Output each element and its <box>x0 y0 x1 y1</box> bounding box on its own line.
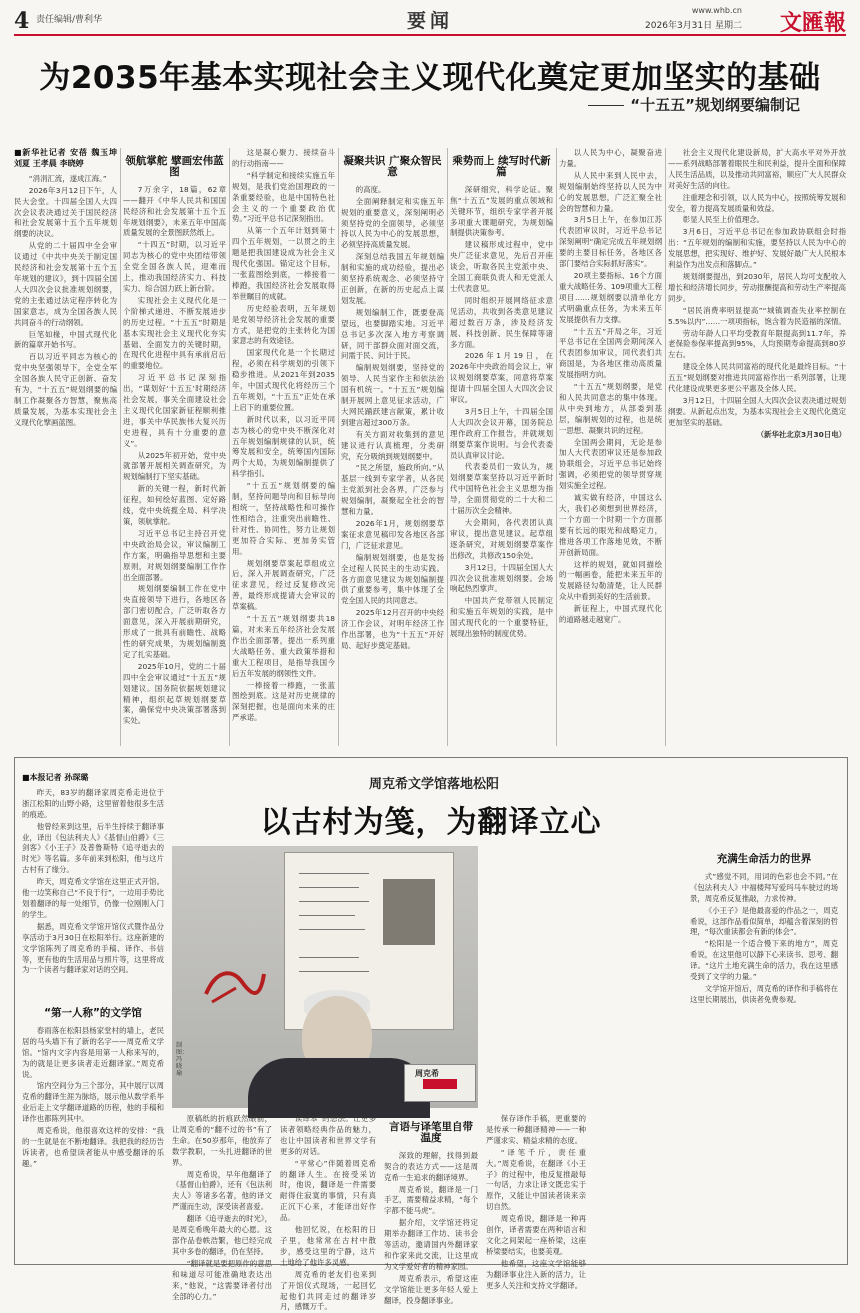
editor-credit: 责任编辑/曹利华 <box>36 15 103 25</box>
section-title: 要闻 <box>406 10 453 32</box>
paragraph: 读译本”的想法。让更多读者领略经典作品的魅力，也让中国读者和世界文学有更多的对话。 <box>280 1114 376 1156</box>
paragraph: 周克希说，他很喜欢这样的安排：“我的一生就是在不断地翻译。我把我的经历告诉读者，也希望读者能从中感受翻译的乐趣。” <box>22 1126 164 1168</box>
paragraph: 规划编制工作，既要登高望远，也要脚踏实地。习近平总书记多次深入地方考察调研，同干部群众面对面交流，问需于民、问计于民。 <box>341 307 444 361</box>
subhead-text: “十五五”规划纲要编制记 <box>630 96 800 114</box>
paragraph: 昨天，周克希文学馆在这里正式开馆。他一边笑称自己“不良于行”，一边用手势比划着翻译的每一处细节，仍像一位刚刚入门的学生。 <box>22 877 164 919</box>
paragraph: 诚实做有经济，中国这么大，我们必须想到世界经济，一个方面一个时期一个方面都要有长远的眼光和战略定力，推进各项工作落地见效，不断开创新局面。 <box>559 493 662 557</box>
feature-column-7 <box>690 846 838 1253</box>
paragraph: 习近平总书记深刻指出，“谋划好‘十五五’时期经济社会发展，事关全面建设社会主义现代化国家新征程顺利推进，事关中华民族伟大复兴历史进程，具有十分重要的意义”。 <box>123 373 226 448</box>
paragraph: 深致的理解，找得到最契合的表达方式——这是周克希一生追求的翻译境界。 <box>384 1150 478 1182</box>
paragraph: 式”感觉不同，用词的色彩也会不同。”在《包法利夫人》中福楼拜写爱玛马车驶过的场景，周克希反复推敲，力求传神。 <box>690 871 838 903</box>
feature-column-1 <box>22 773 164 995</box>
paragraph: 规划纲要草案起草组成立后，深入开展调查研究，广泛征求意见，经过反复修改完善，最终形成提请大会审议的草案稿。 <box>232 558 335 612</box>
feature-kicker: 周克希文学馆落地松阳 <box>368 777 499 792</box>
paragraph: “涓涓汇流，遂成江海。” <box>28 173 107 183</box>
paragraph: 新时代以来，以习近平同志为核心的党中央不断深化对五年规划编制规律的认识，统筹发展和安全，统筹国内国际两个大局，为规划编制提供了科学指引。 <box>232 414 335 479</box>
paragraph: 2025年10月，党的二十届四中全会审议通过“十五五”规划建议。国务院依据规划建议精神，组织起草规划纲要草案，确保党中央决策部署落到实处。 <box>123 661 226 726</box>
feature-title: 以古村为笺，为翻译立心 <box>260 805 602 840</box>
paragraph: 彰显人民至上价值理念。 <box>682 215 765 225</box>
column-rule <box>338 148 339 746</box>
paragraph: “十五五”规划纲要共18篇，对未来五年经济社会发展作出全面部署，提出一系列重大战略任务、重大政策举措和重大工程项目，是指导我国今后五年发展的纲领性文件。 <box>232 614 335 678</box>
subhead-dash <box>588 105 624 106</box>
paragraph: 一棒接着一棒跑，一张蓝图绘到底。这是对历史规律的深刻把握，也是面向未来的庄严承诺。 <box>232 680 335 723</box>
paragraph: 百以习近平同志为核心的党中央坚强领导下，全党全军全国各族人民守正创新、奋发有为，“十五五”规划纲要的编制工作凝聚各方智慧，聚焦高质量发展，为基本实现社会主义现代化擘画蓝图。 <box>14 352 117 427</box>
paragraph: 从党的二十届四中全会审议通过《中共中央关于制定国民经济和社会发展第十五个五年规划的建议》，到十四届全国人大四次会议批准规划纲要，党的主张通过法定程序转化为国家意志，成为全国各族人民共同奋斗的行动纲领。 <box>14 241 117 327</box>
section-subheading: 言语与译笔里自带温度 <box>389 1121 473 1144</box>
section-subheading: 充满生命活力的世界 <box>716 853 812 865</box>
section-subheading: 乘势而上 续写时代新篇 <box>452 155 551 178</box>
paragraph: 2026年1月19日，在2026年中央政治局会议上，审议规划纲要草案，同意将草案提请十四届全国人大四次会议审议。 <box>450 351 553 405</box>
masthead-rule <box>14 34 846 36</box>
plaque-redbar <box>423 1079 457 1089</box>
paragraph: 同时组织开展网络征求意见活动，共收到各类意见建议超过数百万条，涉及经济发展、科技创新、民生保障等诸多方面。 <box>450 295 553 349</box>
dateline-note: （新华社北京3月30日电） <box>756 429 846 439</box>
website: www.whb.cn <box>691 6 742 15</box>
column-rule <box>229 148 230 746</box>
paragraph: 2026年3月12日下午，人民大会堂。十四届全国人大四次会议表决通过关于国民经济和社会发展第十五个五年规划纲要的决议。 <box>14 185 117 239</box>
paragraph: 据悉，周克希文学馆开馆仪式暨作品分享活动于3月30日在松阳举行。这座新建的文学馆陈列了周克希的手稿、译作、书信等，更有他的生活用品与照片等，这里将成为一个读者与翻译家对话的空间。 <box>22 921 164 975</box>
paragraph: 国家现代化是一个长期过程，必须在科学规划的引领下稳步推进。从2021年到2035年，中国式现代化将经历三个五年规划，“十五五”正处在承上启下的重要位置。 <box>232 348 335 412</box>
paragraph: 周克希说，早年他翻译了《基督山伯爵》，还有《包法利夫人》等诸多名著，他的译文严谨而生动，深受读者喜爱。 <box>172 1169 272 1212</box>
paragraph: “翻译就是要把原作的意思和味道尽可能准确地表达出来，”他说，“这需要译者付出全部的心力。” <box>172 1258 272 1301</box>
paragraph: 这是凝心聚力、接续奋斗的行动指南—— <box>232 148 335 168</box>
column-rule <box>665 148 666 746</box>
section-subheading: “第一人称”的文学馆 <box>44 1007 142 1019</box>
paragraph: “十四五”时期，以习近平同志为核心的党中央团结带领全党全国各族人民，迎难而上，推动我国经济实力、科技实力、综合国力跃上新台阶。 <box>123 240 226 293</box>
column-rule <box>120 148 121 746</box>
issue-date: 2026年3月31日 星期二 <box>645 21 742 31</box>
paragraph: 从第一个五年计划到第十四个五年规划，一以贯之的主题是把我国建设成为社会主义现代化强国。锚定这个目标，一张蓝图绘到底，一棒接着一棒跑，我国经济社会发展取得举世瞩目的成就。 <box>232 226 335 301</box>
paragraph: 周克希的老友们也来到了开馆仪式现场，一起回忆起他们共同走过的翻译岁月，感慨万千。 <box>280 1269 376 1312</box>
paragraph: 20项主要指标、16个方面重大战略任务、109项重大工程项目……规划纲要以清单化方式明确重点任务，为未来五年发展提供有力支撑。 <box>559 270 662 324</box>
page-number: 4 <box>14 8 30 34</box>
paragraph: 据介绍，文学馆还将定期举办翻译工作坊、读书会等活动，邀请国内外翻译家和作家来此交流，让这里成为文学爱好者的精神家园。 <box>384 1218 478 1271</box>
section-subheading: 凝聚共识 广聚众智民意 <box>343 155 442 178</box>
paragraph: 新的关键一程，新时代新征程，如何绘好蓝图、定好路线，党中央统揽全局、科学决策，领航掌舵。 <box>123 484 226 526</box>
paragraph: 昨天，83岁的翻译家周克希走进位于浙江松阳的山野小路，这里留着他很多生活的痕迹。 <box>22 787 164 819</box>
main-column-1 <box>14 148 117 746</box>
paragraph: “居民消费率明显提高”“城镇调查失业率控制在5.5%以内”……一项项指标，饱含着为民造福的深情。 <box>668 305 846 326</box>
main-column-6 <box>559 148 662 746</box>
paragraph: 深研细究，科学论证。聚焦“十五五”发展的重点领域和关键环节，组织专家学者开展多项重大课题研究，为规划编制提供决策参考。 <box>450 184 553 238</box>
paragraph: 3月5日上午，在参加江苏代表团审议时，习近平总书记深刻阐明“确定完成五年规划纲要的主要目标任务，各地区各部门要结合实际抓好落实”。 <box>559 215 662 269</box>
name-plaque <box>404 1064 476 1102</box>
paragraph: “科学制定和接续实施五年规划，是我们党治国理政的一条重要经验，也是中国特色社会主义的一个重要政治优势。”习近平总书记深刻指出。 <box>232 170 335 224</box>
paragraph: 翻译《追寻逝去的时光》，是周克希晚年最大的心愿。这部作品卷帙浩繁，他已经完成其中多卷的翻译，仍在坚持。 <box>172 1214 272 1256</box>
paragraph: 他回忆说，在松阳的日子里，他常常在古村中散步，感受这里的宁静，这片土地给了他许多灵感。 <box>280 1225 376 1267</box>
paragraph: 从人民中来到人民中去，规划编制始终坚持以人民为中心的发展思想，广泛汇聚全社会的智慧和力量。 <box>559 170 662 213</box>
paragraph: 全国两会期间，无论是参加人大代表团审议还是参加政协联组会，习近平总书记始终强调，必须把党的领导贯穿规划实施全过程。 <box>559 437 662 491</box>
main-column-2 <box>123 148 226 746</box>
paragraph: 原稿纸的折痕跃然眼前，让周克希的“翻不过的书”有了生命。在50岁那年，他放弃了数学教职，一头扎进翻译的世界。 <box>172 1114 272 1167</box>
section-subheading: 领航掌舵 擘画宏伟蓝图 <box>125 155 224 178</box>
paragraph: 他希望，这座文学馆能够为翻译事业注入新的活力，让更多人关注和支持文学翻译。 <box>486 1258 586 1290</box>
column-rule <box>556 148 557 746</box>
paragraph: 文学馆开馆后，周克希的译作和手稿将在这里长期展出，供读者免费参观。 <box>690 983 838 1004</box>
main-subhead <box>380 94 800 115</box>
paragraph: 建议稿形成过程中，党中央广泛征求意见，先后召开座谈会，听取各民主党派中央、全国工商联负责人和无党派人士代表意见。 <box>450 240 553 293</box>
feature-column-6 <box>486 1114 586 1290</box>
paragraph: “平常心”伴随着周克希的翻译人生。在接受采访时，他说，翻译是一件需要耐得住寂寞的事情，只有真正沉下心来，才能译出好作品。 <box>280 1158 376 1223</box>
column-rule <box>447 148 448 746</box>
paragraph: 习近平总书记主持召开党中央政治局会议，审议编制工作方案，明确指导思想和主要原则，对规划纲要编制工作作出全面部署。 <box>123 528 226 582</box>
paragraph: 《小王子》是他最喜爱的作品之一，周克希说，这部作品看似简单，却蕴含着深刻的哲理，“每次重读都会有新的体会”。 <box>690 905 838 937</box>
paragraph: 周克希表示，希望这座文学馆能让更多年轻人爱上翻译，投身翻译事业。 <box>384 1273 478 1305</box>
paragraph: 历史经验表明，五年规划是党领导经济社会发展的重要方式，是把党的主张转化为国家意志的有效途径。 <box>232 303 335 346</box>
paragraph: 大会期间，各代表团认真审议，提出意见建议。起草组逐条研究，对规划纲要草案作出修改，共修改150余处。 <box>450 518 553 560</box>
paragraph: 2025年12月召开的中央经济工作会议，对明年经济工作作出部署，也为“十五五”开好局、起好步奠定基础。 <box>341 608 444 650</box>
paragraph: “十五五”规划纲要的编制，坚持问题导向和目标导向相统一，坚持战略性和可操作性相结合，注重突出前瞻性、针对性、协同性，努力让规划更加符合实际、更加务实管用。 <box>232 481 335 556</box>
plaque-text: 周克希 <box>415 1069 439 1078</box>
feature-byline: ■本报记者 孙琛璐 <box>22 773 89 782</box>
paragraph: 实现社会主义现代化是一个阶梯式递进、不断发展进步的历史过程。“十五五”时期是基本实现社会主义现代化夯实基础、全面发力的关键时期，在现代化进程中具有承前启后的重要地位。 <box>123 295 226 371</box>
portrait-image <box>383 879 435 945</box>
feature-column-5 <box>384 1114 478 1305</box>
paragraph: 以人民为中心，凝聚奋进力量。 <box>559 148 662 168</box>
main-column-3 <box>232 148 335 746</box>
paragraph: 编制规划纲要，坚持党的领导、人民当家作主和依法治国有机统一。“十五五”规划编制开展网上意见征求活动，广大网民踊跃建言献策，累计收到建言超过300万条。 <box>341 363 444 427</box>
paragraph: 保存译作手稿，更重要的是传承一种翻译精神——一种严谨求实、精益求精的态度。 <box>486 1114 586 1145</box>
paragraph: 代表委员们一致认为，规划纲要草案坚持以习近平新时代中国特色社会主义思想为指导，全面贯彻党的二十大和二十届历次全会精神。 <box>450 462 553 516</box>
paragraph: “民之所望，施政所向。”从基层一线到专家学者，从各民主党派到社会各界，广泛参与规划编制，凝聚起全社会的智慧和力量。 <box>341 463 444 517</box>
red-calligraphy-mark <box>202 964 266 1006</box>
paragraph: 3月5日上午，十四届全国人大四次会议开幕，国务院总理作政府工作报告，并就规划纲要草案作说明。与会代表委员认真审议讨论。 <box>450 406 553 460</box>
article-byline: ■新华社记者 安蓓 魏玉坤 刘夏 王孝晨 李晓婷 <box>14 148 117 168</box>
feature-column-3 <box>172 1114 272 1301</box>
feature-photo <box>172 846 478 1108</box>
paragraph: 从2025年初开始，党中央就部署开展相关调查研究，为规划编制打下坚实基础。 <box>123 450 226 482</box>
paragraph: 的高度。 <box>355 184 386 194</box>
paragraph: 全面阐释制定和实施五年规划的重要意义，深刻阐明必须坚持党的全面领导，必须坚持以人民为中心的发展思想，必须坚持高质量发展。 <box>341 196 444 250</box>
paragraph: 他曾经来到这里，后半生持续于翻译事业，译出《包法利夫人》《基督山伯爵》《三剑客》《小王子》及普鲁斯特《追寻逝去的时光》等名篇。多年前来到松阳，他与这片古村有了缘分。 <box>22 821 164 875</box>
paragraph: 7万余字，18篇，62章——翻开《中华人民共和国国民经济和社会发展第十五个五年规划纲要》，未来五年中国高质量发展的全景图跃然纸上。 <box>123 184 226 238</box>
photo-credit: 制图：冯晓瑜 <box>176 1042 189 1077</box>
paragraph: “十五五”开局之年，习近平总书记在全国两会期间深入代表团参加审议，同代表们共商国是，为各地区推动高质量发展指明方向。 <box>559 326 662 380</box>
paragraph: “译笔千斤，责任重大。”周克希说，在翻译《小王子》的过程中，他反复推敲每一句话，力求让译文既忠实于原作，又能让中国读者读来亲切自然。 <box>486 1147 586 1212</box>
paragraph: 3月12日，十四届全国人大四次会议表决通过规划纲要。从新起点出发，为基本实现社会主义现代化奠定更加坚实的基础。 <box>668 395 846 427</box>
person-coat <box>248 1058 430 1118</box>
main-column-5 <box>450 148 553 746</box>
main-headline: 为2035年基本实现社会主义现代化奠定更加坚实的基础 <box>39 60 821 96</box>
newspaper-logo: 文匯報 <box>779 10 846 36</box>
paragraph: 3月6日，习近平总书记在参加政协联组会时指出：“五年规划的编制和实施，要坚持以人民为中心的发展思想，把实现好、维护好、发展好最广大人民根本利益作为出发点和落脚点。” <box>668 227 846 270</box>
feature-column-2 <box>22 1000 164 1253</box>
feature-column-4 <box>280 1114 376 1312</box>
paragraph: 馆内空间分为三个部分，其中展厅以周克希的翻译生涯为脉络，展示他从数学系毕业后走上文学翻译道路的历程，他的手稿和译作也都陈列其中。 <box>22 1081 164 1124</box>
main-column-4 <box>341 148 444 746</box>
paragraph: 周克希说，翻译是一种再创作，译者需要在两种语言和文化之间架起一座桥梁，这座桥梁要结实，也要美观。 <box>486 1214 586 1256</box>
paragraph: 劳动年龄人口平均受教育年限提高到11.7年，养老保险参保率提高到95%，人均预期寿命提高到80岁左右。 <box>668 328 846 360</box>
paragraph: 2026年1月，规划纲要草案征求意见稿印发各地区各部门，广泛征求意见。 <box>341 519 444 550</box>
main-column-7 <box>668 148 846 746</box>
paragraph: 春雨落在松阳县杨家堂村的墙上，老民居的马头墙下有了新的名字——周克希文学馆。“馆内文字内容是用第一人称来写的，为的就是让更多读者走近翻译家。”周克希说。 <box>22 1025 164 1079</box>
paragraph: 规划纲要提出，到2030年，居民人均可支配收入增长和经济增长同步，劳动报酬提高和劳动生产率提高同步。 <box>668 271 846 303</box>
paragraph: 规划纲要编制工作在党中央直接领导下进行，各地区各部门密切配合，广泛听取各方面意见，深入开展前期研究，形成了一批具有前瞻性、战略性的研究成果，为规划编制奠定了扎实基础。 <box>123 584 226 659</box>
paragraph: 3月12日，十四届全国人大四次会议批准规划纲要。会场响起热烈掌声。 <box>450 562 553 594</box>
paragraph: 中国共产党带领人民制定和实施五年规划的实践，是中国式现代化的一个重要特征，展现出独特的制度优势。 <box>450 596 553 639</box>
paragraph: 新征程上，中国式现代化的道路越走越宽广。 <box>559 604 662 625</box>
paragraph: 编制规划纲要，也是发扬全过程人民民主的生动实践。各方面意见建议为规划编制提供了重要参考，集中体现了全党全国人民的共同意志。 <box>341 552 444 606</box>
paragraph: “十五五”规划纲要，是党和人民共同意志的集中体现。从中央到地方，从部委到基层，编制规划的过程，也是统一思想、凝聚共识的过程。 <box>559 382 662 435</box>
paragraph: 深刻总结我国五年规划编制和实施的成功经验，提出必须坚持系统观念、必须坚持守正创新，在新的历史起点上谋划发展。 <box>341 252 444 305</box>
paragraph: “松阳是一个适合慢下来的地方”，周克希说，在这里他可以静下心来读书、思考、翻译。“这片土地充满生命的活力，我在这里感受到了文学的力量。” <box>690 939 838 982</box>
masthead <box>0 0 860 38</box>
paragraph: 注重理念和引领，以人民为中心，按照统筹发展和安全，着力提高发展质量和效益。 <box>668 192 846 213</box>
paragraph: 巨笔如椽，中国式现代化新的篇章开始书写。 <box>14 329 117 350</box>
paragraph: 有关方面对收集到的意见建议进行认真梳理，分类研究，充分吸纳到规划纲要中。 <box>341 429 444 461</box>
paragraph: 这样的规划，就如同描绘的一幅画卷，能把未来五年的发展路径勾勒清楚，让人民群众从中看到美好的生活前景。 <box>559 559 662 602</box>
paragraph: 周克希说，翻译是一门手艺，需要精益求精，“每个字都不能马虎”。 <box>384 1184 478 1216</box>
paragraph: 建设全体人民共同富裕的现代化是最终目标。“十五五”规划纲要对推进共同富裕作出一系列部署，让现代化建设成果更多更公平惠及全体人民。 <box>668 362 846 394</box>
paragraph: 社会主义现代化建设新局，扩大高水平对外开放——系列战略部署着眼民生和民利益，提升全面和保障人民生活品质，以及推动共同富裕，顺应广大人民群众对美好生活的向往。 <box>668 148 846 190</box>
